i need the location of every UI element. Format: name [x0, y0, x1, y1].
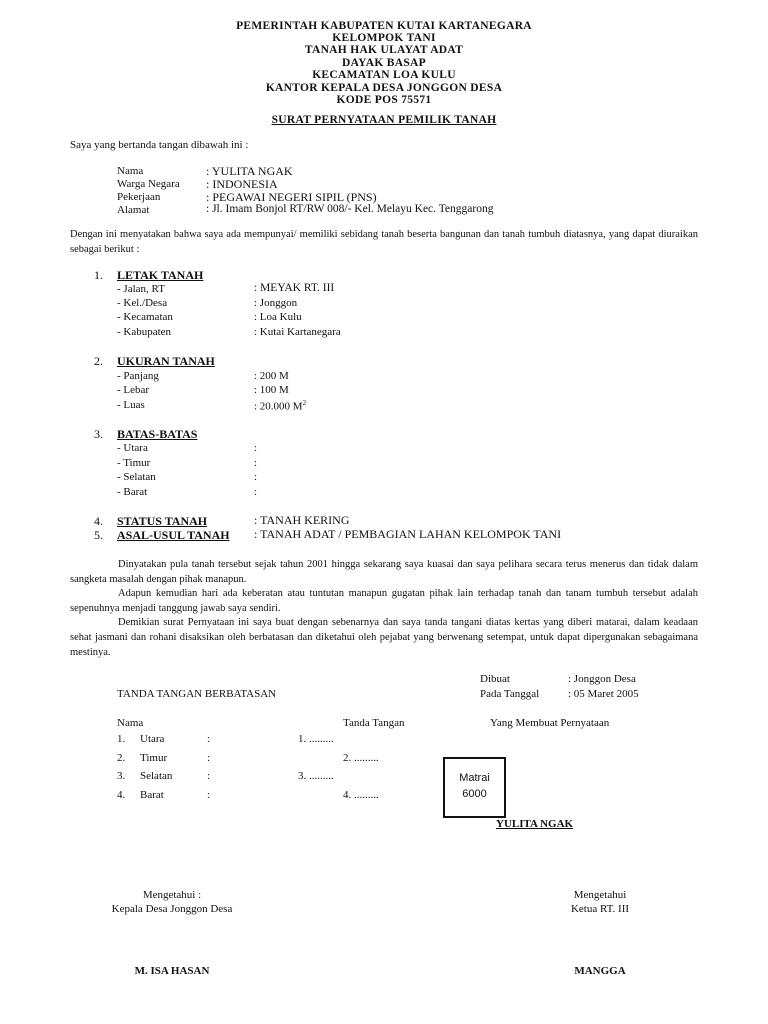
identity-value: : YULITA NGAK: [206, 164, 293, 178]
item-value: : 100 M: [254, 384, 289, 396]
item-label: - Barat: [117, 486, 148, 498]
signer-name: YULITA NGAK: [496, 818, 574, 830]
header-line-2: KELOMPOK TANI: [332, 32, 436, 44]
stamp-label: Matrai: [459, 772, 490, 784]
identity-value: : Jl. Imam Bonjol RT/RW 008/- Kel. Melayu Kec. Tenggarong: [206, 203, 494, 215]
tanggal-label: Pada Tanggal: [480, 688, 540, 700]
tanggal-value: : 05 Maret 2005: [568, 688, 639, 700]
row-name: Utara: [140, 733, 165, 745]
item-value: :: [254, 457, 258, 469]
item-value: :: [254, 471, 258, 483]
identity-label: Warga Negara: [117, 178, 180, 190]
dibuat-label: Dibuat: [480, 673, 510, 685]
row-colon: :: [207, 770, 211, 782]
item-label: - Jalan, RT: [117, 283, 165, 295]
asal-value: : TANAH ADAT / PEMBAGIAN LAHAN KELOMPOK TANI: [254, 527, 562, 541]
column-tanda-tangan: Tanda Tangan: [343, 717, 405, 729]
row-name: Barat: [140, 789, 164, 801]
item-label: - Kecamatan: [117, 311, 173, 323]
section-number: 4.: [94, 514, 103, 528]
section-title-asal: ASAL-USUL TANAH: [117, 528, 230, 542]
item-label: - Kel./Desa: [117, 297, 168, 309]
identity-value: : PEGAWAI NEGERI SIPIL (PNS): [206, 190, 377, 204]
item-value-luas: [254, 399, 306, 414]
item-value: : MEYAK RT. III: [254, 282, 335, 294]
identity-label: Alamat: [117, 204, 150, 216]
identity-value: : INDONESIA: [206, 177, 278, 191]
paragraph-1: Dinyatakan pula tanah tersebut sejak tahun 2001 hingga sekarang saya kuasai dan saya pelihara secara terus menerus dan tidak dalam sangketa masalah dengan pihak manapun.: [70, 559, 698, 585]
paragraph-3: Demikian surat Pernyataan ini saya buat dengan sebenarnya dan saya tanda tangani diatas kertas yang diberi matarai, dalam keadaan sehat jasmani dan rohani disaksikan oleh berbatasan dan diketahui oleh pejabat yang berwenang setempat, untuk dapat dipergunakan sebagaimana mestinya.: [70, 617, 698, 658]
item-label: - Kabupaten: [117, 326, 172, 338]
column-pembuat: Yang Membuat Pernyataan: [490, 717, 610, 729]
statement-paragraph: Dengan ini menyatakan bahwa saya ada mempunyai/ memiliki sebidang tanah beserta bangunan dan tanah tumbuh diatasnya, yang dapat diuraikan sebagai berikut :: [70, 229, 698, 255]
item-label: - Timur: [117, 457, 151, 469]
column-nama: Nama: [117, 717, 144, 729]
intro-text: Saya yang bertanda tangan dibawah ini :: [70, 139, 249, 151]
row-sign-line: 4. .........: [343, 789, 379, 801]
luas-value: : 20.000 M: [254, 400, 303, 413]
document-title: SURAT PERNYATAAN PEMILIK TANAH: [271, 114, 497, 126]
paragraph-2: Adapun kemudian hari ada keberatan atau tuntutan manapun gugatan pihak lain terhadap tanah dan tanam tumbuh tersebut adalah sepenuhnya menjadi tanggung jawab saya sendiri.: [70, 588, 698, 614]
header-line-7: KODE POS 75571: [336, 94, 432, 106]
section-title-batas: BATAS-BATAS: [117, 427, 198, 441]
item-value: : Jonggon: [254, 297, 298, 309]
right-mengetahui: Mengetahui: [573, 889, 627, 901]
left-mengetahui: Mengetahui :: [142, 889, 202, 901]
identity-label: Pekerjaan: [117, 191, 161, 203]
item-label: - Luas: [117, 399, 145, 411]
stamp-value: 6000: [462, 788, 487, 800]
section-number: 1.: [94, 268, 103, 282]
header-line-3: TANAH HAK ULAYAT ADAT: [304, 44, 464, 56]
dibuat-value: : Jonggon Desa: [568, 673, 636, 685]
row-number: 2.: [117, 752, 126, 764]
item-value: : 200 M: [254, 370, 289, 382]
item-label: - Utara: [117, 442, 148, 454]
item-value: :: [254, 486, 258, 498]
item-label: - Panjang: [117, 370, 159, 382]
header-line-5: KECAMATAN LOA KULU: [312, 69, 456, 81]
left-role: Kepala Desa Jonggon Desa: [111, 903, 233, 915]
section-number: 5.: [94, 528, 103, 542]
section-title-letak: LETAK TANAH: [117, 268, 204, 282]
row-colon: :: [207, 752, 211, 764]
row-number: 1.: [117, 733, 126, 745]
header-line-6: KANTOR KEPALA DESA JONGGON DESA: [265, 82, 503, 94]
section-title-ukuran: UKURAN TANAH: [117, 354, 215, 368]
row-sign-line: 3. .........: [298, 770, 334, 782]
row-name: Timur: [140, 752, 168, 764]
section-title-status: STATUS TANAH: [117, 514, 208, 528]
status-value: : TANAH KERING: [254, 513, 350, 527]
item-value: :: [254, 442, 258, 454]
left-official-name: M. ISA HASAN: [134, 965, 210, 977]
matrai-stamp-box: [443, 757, 506, 818]
item-value: : Loa Kulu: [254, 311, 302, 323]
item-value: : Kutai Kartanegara: [254, 326, 341, 338]
section-number: 3.: [94, 427, 103, 441]
luas-superscript: 2: [302, 399, 307, 407]
right-role: Ketua RT. III: [570, 903, 630, 915]
row-sign-line: 1. .........: [298, 733, 334, 745]
row-colon: :: [207, 733, 211, 745]
row-number: 4.: [117, 789, 126, 801]
signature-heading: TANDA TANGAN BERBATASAN: [117, 688, 277, 700]
row-colon: :: [207, 789, 211, 801]
row-sign-line: 2. .........: [343, 752, 379, 764]
identity-label: Nama: [117, 165, 144, 177]
header-line-1: PEMERINTAH KABUPATEN KUTAI KARTANEGARA: [236, 20, 532, 32]
section-number: 2.: [94, 354, 103, 368]
row-name: Selatan: [140, 770, 173, 782]
right-official-name: MANGGA: [574, 965, 626, 977]
header-line-4: DAYAK BASAP: [342, 57, 426, 69]
item-label: - Lebar: [117, 384, 150, 396]
row-number: 3.: [117, 770, 126, 782]
item-label: - Selatan: [117, 471, 156, 483]
